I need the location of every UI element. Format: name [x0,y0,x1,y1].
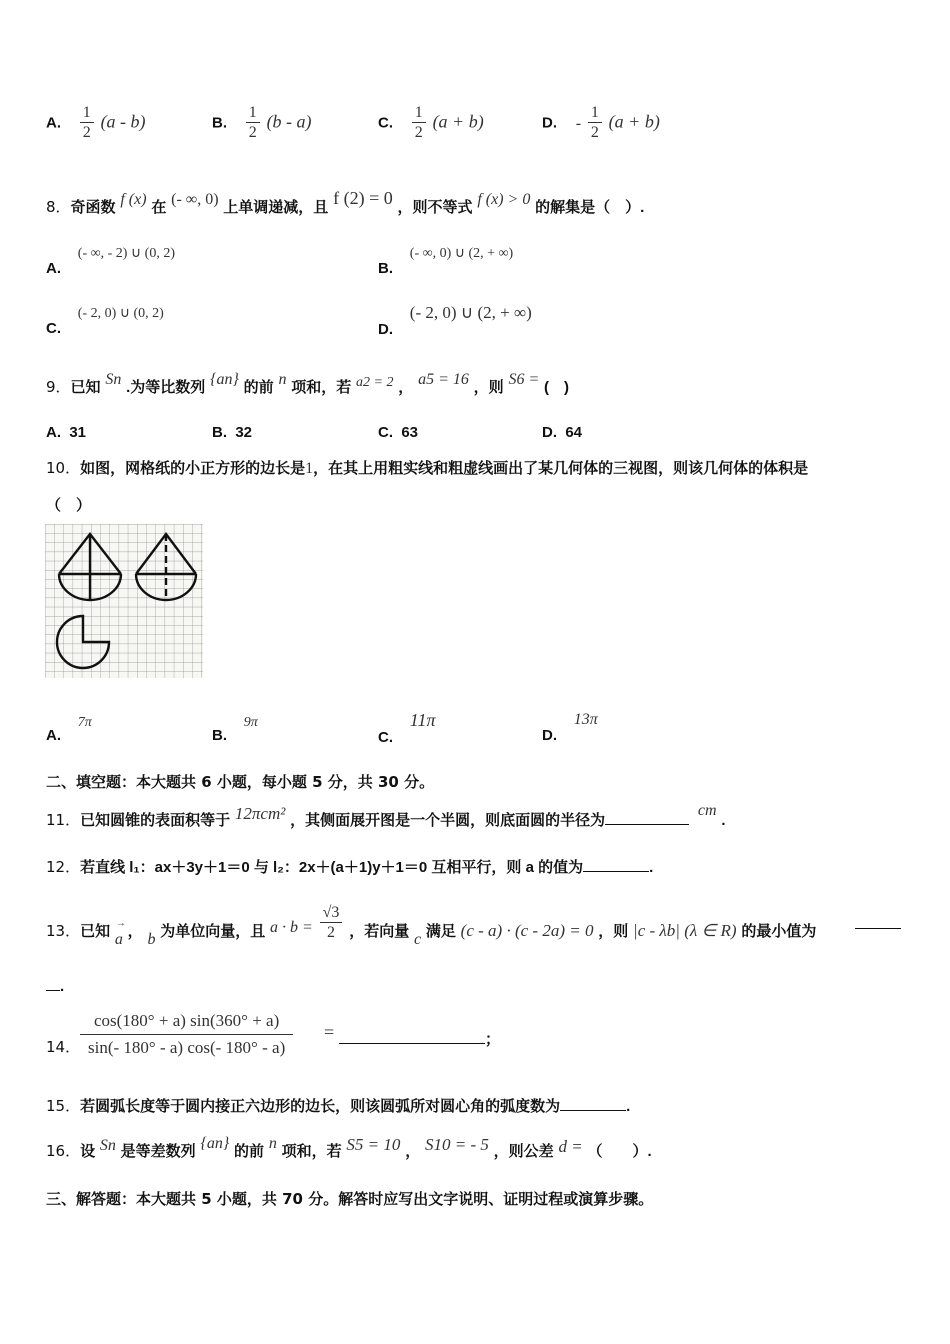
q8-option-b: B. (- ∞, 0) ∪ (2, + ∞) [378,246,514,277]
section-2-heading: 二、填空题：本大题共 6 小题，每小题 5 分，共 30 分。 [46,773,435,791]
q15-stem: 15．若圆弧长度等于圆内接正六边形的边长，则该圆弧所对圆心角的弧度数为 . [46,1097,631,1115]
section-3-heading: 三、解答题：本大题共 5 小题，共 70 分。解答时应写出文字说明、证明过程或演算步骤。 [46,1190,654,1208]
q8-option-d: D. (- 2, 0) ∪ (2, + ∞) [378,303,532,338]
q15-answer-blank[interactable] [560,1096,626,1111]
q7-option-b: B. $\frac{1}{2}$ (b - a) [212,104,312,141]
q9-stem: 9．已知 Sn .为等比数列 {an} 的前 n 项和，若 a2 = 2 ， a5 = 16 ，则 S6 = ( ) [46,371,570,396]
q14-fraction: cos(180° + a) sin(360° + a) sin(- 180° - a) cos(- 180° - a) [80,1008,293,1061]
q10-option-b: B. 9π [212,715,258,744]
q9-option-d: D. 64 [542,424,583,441]
q9-option-b: B. 32 [212,424,253,441]
q14-answer-blank[interactable] [339,1029,485,1044]
q10-option-c: C. 11π [378,710,436,746]
q16-stem: 16．设 Sn 是等差数列 {an} 的前 n 项和，若 S5 = 10 ， S10 = - 5 ，则公差 d = （ ）. [46,1135,652,1160]
q11-stem: 11．已知圆锥的表面积等于 12πcm² ，其侧面展开图是一个半圆，则底面圆的半径为 cm . [46,802,726,829]
q13-answer-blank-line1[interactable] [855,928,901,929]
q14-stem: 14． [46,1038,81,1056]
q7-option-d: D. - $\frac{1}{2}$ (a + b) [542,104,660,141]
q12-answer-blank[interactable] [583,857,649,872]
q7-option-a: A. $\frac{1}{2}$ (a - b) [46,104,146,141]
q13-answer-blank-line2: . [46,976,64,995]
q10-paren: （ ） [46,497,92,514]
q10-option-d: D. 13π [542,711,598,744]
grid-lines [45,524,203,678]
q8-option-a: A. (- ∞, - 2) ∪ (0, 2) [46,246,175,277]
q12-stem: 12．若直线 l₁：ax＋3y＋1＝0 与 l₂：2x＋(a＋1)y＋1＝0 互相平行，则 a 的值为 . [46,858,654,876]
q7-option-c: C. $\frac{1}{2}$ (a + b) [378,104,484,141]
q10-option-a: A. 7π [46,715,92,744]
q8-option-c: C. (- 2, 0) ∪ (0, 2) [46,306,164,337]
q14-answer: = ； [324,1022,500,1048]
three-view-figure [45,524,203,678]
q10-stem: 10．如图，网格纸的小正方形的边长是1，在其上用粗实线和粗虚线画出了某几何体的三视图，则该几何体的体积是 [46,459,809,477]
q9-option-a: A. 31 [46,424,87,441]
q8-stem: 8．奇函数 f (x) 在 (- ∞, 0) 上单调递减，且 f (2) = 0 ，则不等式 f (x) > 0 的解集是（ ）. [46,188,645,216]
q11-answer-blank[interactable] [605,810,689,825]
q13-stem: 13．已知 → a ， b 为单位向量，且 a · b = $\frac{√3}{2}$ ，若向量 c 满足 (c - a) · (c - 2a) = 0 ，则 |c - λb| (λ ∈ R) 的最小值为 [46,890,816,929]
q9-option-c: C. 63 [378,424,419,441]
